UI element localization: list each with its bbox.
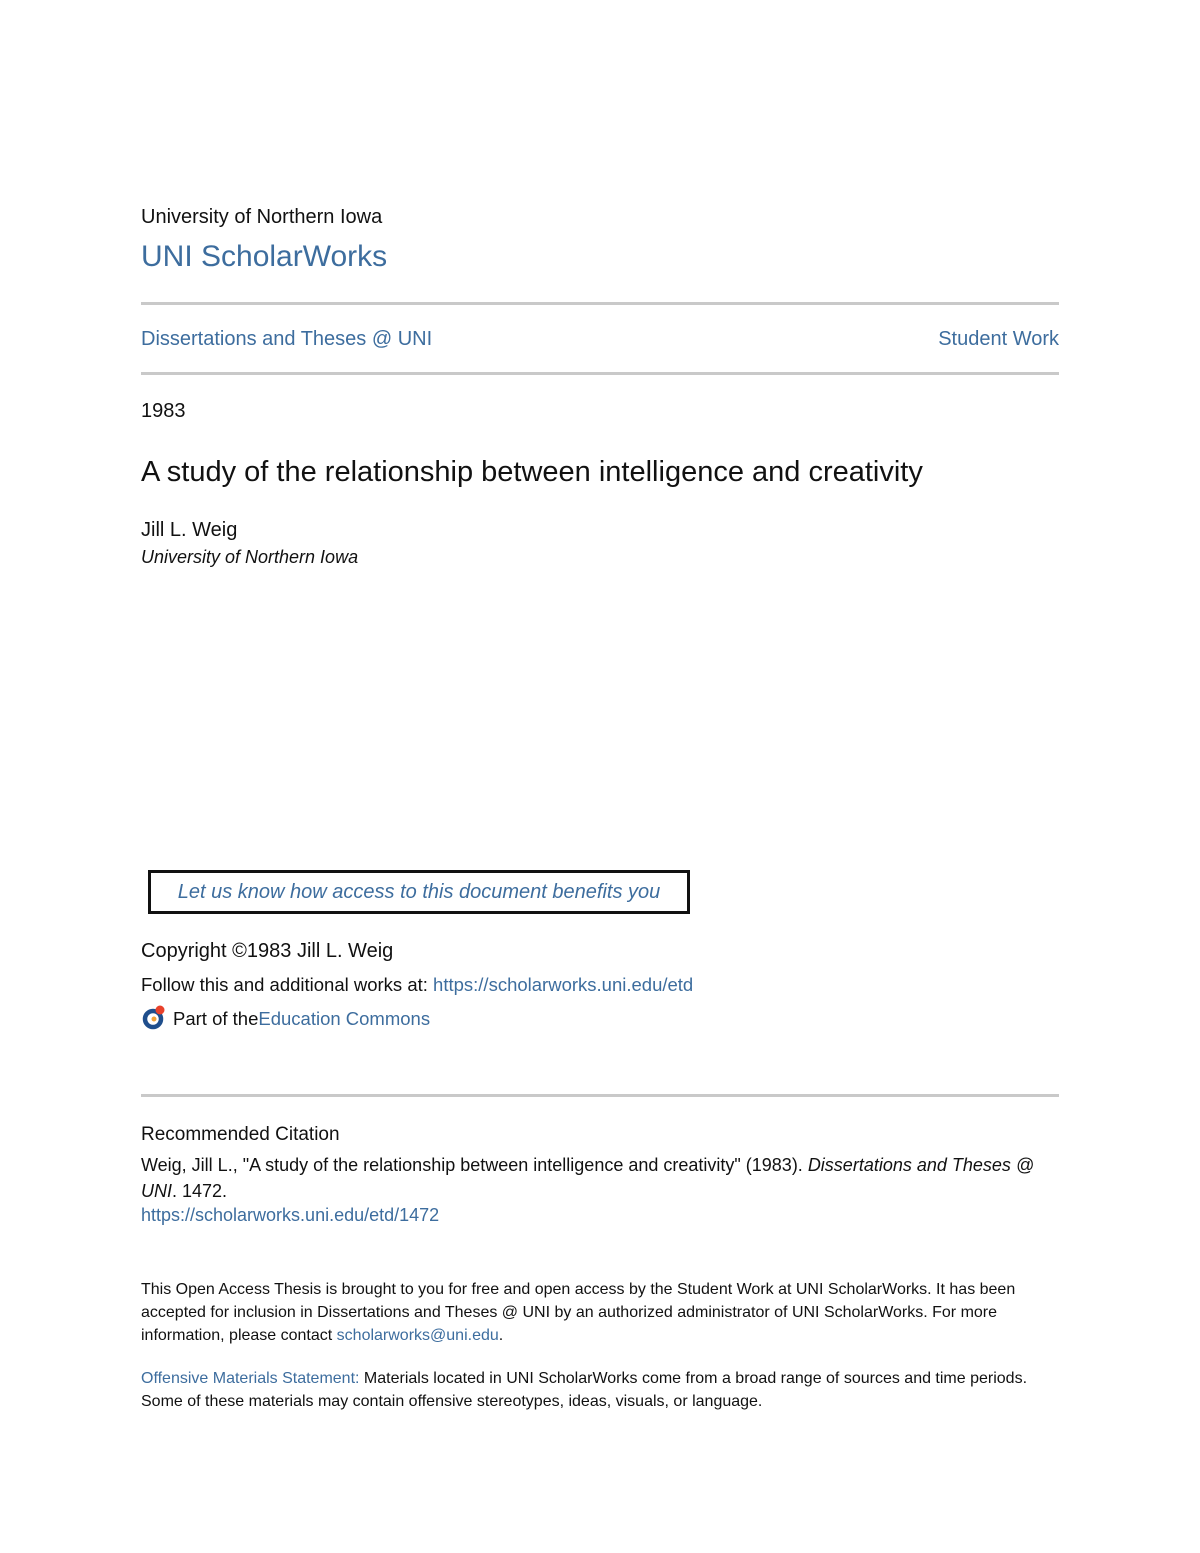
divider-top bbox=[141, 302, 1059, 305]
offensive-statement-link[interactable]: Offensive Materials Statement: bbox=[141, 1370, 360, 1387]
divider-nav bbox=[141, 372, 1059, 375]
feedback-link[interactable]: Let us know how access to this document benefits you bbox=[177, 880, 661, 903]
contact-email-link[interactable]: scholarworks@uni.edu bbox=[336, 1327, 499, 1344]
author-affiliation: University of Northern Iowa bbox=[141, 547, 359, 567]
document-title: A study of the relationship between intelligence and creativity bbox=[141, 456, 923, 488]
follow-url-link[interactable]: https://scholarworks.uni.edu/etd bbox=[433, 974, 694, 995]
citation-url-link[interactable]: https://scholarworks.uni.edu/etd/1472 bbox=[141, 1205, 440, 1225]
citation-suffix: . 1472. bbox=[172, 1181, 228, 1201]
follow-line bbox=[141, 974, 693, 996]
institution-name: University of Northern Iowa bbox=[141, 206, 383, 228]
offensive-text: Materials located in UNI ScholarWorks come from a broad range of sources and time periods. Some of these materials may contain offensive stereotypes, ideas, visuals, or language. bbox=[141, 1370, 1028, 1410]
follow-prefix: Follow this and additional works at: bbox=[141, 974, 434, 995]
author-name: Jill L. Weig bbox=[141, 519, 238, 541]
notice-end: . bbox=[498, 1327, 504, 1344]
publication-year: 1983 bbox=[141, 400, 186, 422]
network-logo-icon bbox=[141, 1004, 167, 1030]
collection-link[interactable]: Dissertations and Theses @ UNI bbox=[141, 328, 433, 350]
divider-citation bbox=[141, 1094, 1059, 1097]
citation-series: Dissertations and Theses @ UNI bbox=[141, 1155, 1035, 1201]
education-commons-link[interactable]: Education Commons bbox=[258, 1008, 431, 1029]
open-access-notice bbox=[141, 1278, 1041, 1347]
repository-link[interactable]: UNI ScholarWorks bbox=[141, 240, 388, 273]
part-of-line bbox=[141, 1004, 430, 1030]
offensive-statement bbox=[141, 1367, 1041, 1413]
citation-plain: Weig, Jill L., "A study of the relationship between intelligence and creativity" (1983). bbox=[141, 1155, 808, 1175]
feedback-box bbox=[148, 870, 690, 914]
part-of-prefix: Part of the bbox=[173, 1008, 259, 1029]
student-work-link[interactable]: Student Work bbox=[938, 328, 1059, 350]
copyright-text: Copyright ©1983 Jill L. Weig bbox=[141, 940, 394, 962]
citation-heading: Recommended Citation bbox=[141, 1124, 340, 1145]
citation-text bbox=[141, 1152, 1041, 1204]
notice-text: This Open Access Thesis is brought to you for free and open access by the Student Work at UNI ScholarWorks. It has been accepted for inclusion in Dissertations and Theses @ UNI by an authorized administrator of UNI ScholarWorks. For more information, please contact bbox=[141, 1281, 1016, 1344]
